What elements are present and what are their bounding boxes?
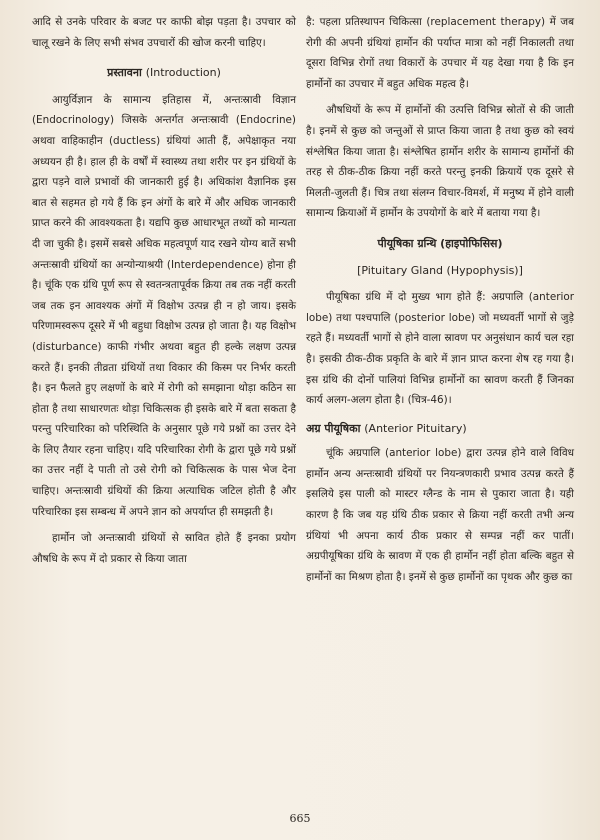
right-column xyxy=(306,12,574,593)
left-column xyxy=(32,12,296,575)
anterior-pituitary-heading xyxy=(306,419,574,440)
anterior-pituitary-paragraph: चूंकि अग्रपालि (anterior lobe) द्वारा उत्पन्न होने वाले विविध हार्मोन अन्य अन्तःस्रावी ग्रंथियों पर नियन्त्रणकारी प्रभाव उत्पन्न करते हैं इसलिये इस पाली को मास्टर ग्लैन्ड के नाम से पुकारा जाता है। यही कारण है कि जब यह ग्रंथि ठीक प्रकार से क्रिया नहीं करती तभी अन्य ग्रंथियां भी अपना कार्य ठीक प्रकार से सम्पन्न नहीं कर पातीं। अग्रपीयूषिका ग्रंथि के स्रावण में एक ही हार्मोन नहीं होता बल्कि बहुत से हार्मोनों का मिश्रण होता है। इनमें से कुछ हार्मोनों का पृथक और कुछ का xyxy=(306,447,574,583)
introduction-heading xyxy=(32,63,296,84)
pituitary-heading-latin: [Pituitary Gland (Hypophysis)] xyxy=(357,263,523,277)
anterior-pituitary-heading-latin: (Anterior Pituitary) xyxy=(364,421,467,435)
hormone-sources-paragraph: औषधियों के रूप में हार्मोनों की उत्पत्ति विभिन्न स्रोतों से की जाती है। इनमें से कुछ को जन्तुओं से प्राप्त किया जाता है तथा कुछ को स्वयं संश्लेषित किया जाता है। संश्लेषित हार्मोन शरीर के सामान्य हार्मोनों की तरह से ठीक-ठीक क्रिया नहीं करते परन्तु इनकी क्रियायें एक दूसरे से मिलती-जुलती हैं। चित्र तथा संलग्न विचार-विमर्श, में मनुष्य में होने वाली सामान्य क्रियाओं में हार्मोन के उपयोगों के बारे में बताया गया है। xyxy=(306,104,574,220)
introduction-paragraph: आयुर्विज्ञान के सामान्य इतिहास में, अन्तःस्रावी विज्ञान (Endocrinology) जिसके अन्तर्गत अन्तःस्रावी (Endocrine) अथवा वाहिकाहीन (ductless) ग्रंथियां आती हैं, अपेक्षाकृत नया अध्ययन ही है। हाल ही के वर्षों में स्वास्थ्य तथा शरीर पर इन ग्रंथियों के द्वारा पड़ने वाले प्रभावों की जानकारी हुई है। अधिकांश वैज्ञानिक इस बात से सहमत हो गये हैं कि इन अंगों के बारे में और अधिक जानकारी प्राप्त करने की आवश्यकता है। यद्यपि कुछ आधारभूत तथ्यों को मान्यता दी जा चुकी है। इसमें सबसे अधिक महत्वपूर्ण याद रखने योग्य बातें सभी अन्तःस्रावी ग्रंथियों का अन्योन्याश्रयी (Interdependence) होना ही है। चूंकि एक ग्रंथि पूर्ण रूप से स्वतन्त्रतापूर्वक क्रिया तब तक नहीं करती जब तक इन आवश्यक अंगों में विक्षोभ उत्पन्न ही न हो जाय। इसके परिणामस्वरूप दूसरे में भी बहुधा विक्षोभ उत्पन्न हो जाता है। यह विक्षोभ (disturbance) काफी गंभीर अथवा बहुत ही हल्के लक्षण उत्पन्न करते हैं। इनकी तीव्रता ग्रंथियों तथा विकार की किस्म पर निर्भर करती है। इन फैलते हुए लक्षणों के बारे में रोगी को समझाना थोड़ा कठिन सा होता है तथा साधारणतः थोड़ा चिकित्सक ही इसके बारे में बता सकता है परन्तु परिचारिका को परिस्थिति के अनुसार पूछे गये प्रश्नों का उत्तर देने के लिए तैयार रहना चाहिए। यदि परिचारिका रोगी के द्वारा पूछे गये प्रश्नों का उत्तर नहीं दे पाती तो उसे रोगी को चिकित्सक के पास भेज देना चाहिए। अन्तःस्रावी ग्रंथियों की क्रिया अत्याधिक जटिल होती है और परिचारिका इस सम्बन्ध में अपने ज्ञान को अपर्याप्त ही समझती है। xyxy=(32,93,296,518)
page-number: 665 xyxy=(289,812,311,825)
anterior-pituitary-heading-hindi: अग्र पीयूषिका xyxy=(306,421,361,435)
pituitary-paragraph: पीयूषिका ग्रंथि में दो मुख्य भाग होते हैं: अग्रपालि (anterior lobe) तथा पश्चपालि (posterior lobe) जो मध्यवर्ती भागों से जुड़े रहते हैं। मध्यवर्ती भागों से होने वाला स्रावण पर अनुसंधान कार्य चल रहा है। इसकी ठीक-ठीक प्रकृति के बारे में ज्ञान प्राप्त करना शेष रह गया है। इस ग्रंथि की दोनों पालियां विभिन्न हार्मोनों का स्रावण करती हैं जिनका कार्य अलग-अलग होता है। (चित्र-46)। xyxy=(306,291,574,407)
introduction-heading-latin: (Introduction) xyxy=(145,66,221,80)
hormones-paragraph: हार्मोन जो अन्तःस्रावी ग्रंथियों से स्रावित होते हैं इनका प्रयोग औषधि के रूप में दो प्रकार से किया जाता xyxy=(32,532,296,565)
right-continuation-paragraph: है: पहला प्रतिस्थापन चिकित्सा (replacement therapy) में जब रोगी की अपनी ग्रंथियां हार्मोन की पर्याप्त मात्रा को नहीं निकालती तथा दूसरा विभिन्न रोगों तथा विकारों के उपचार में यह देखा गया है कि इन हार्मोनों का उपचार में बहुत अधिक महत्व है। xyxy=(306,16,574,90)
left-continuation-paragraph: आदि से उनके परिवार के बजट पर काफी बोझ पड़ता है। उपचार को चालू रखने के लिए सभी संभव उपचारों की खोज करनी चाहिए। xyxy=(32,16,296,49)
pituitary-heading: पीयूषिका ग्रन्थि (हाइपोफिसिस) xyxy=(377,236,503,250)
introduction-heading-hindi: प्रस्तावना xyxy=(107,66,142,80)
